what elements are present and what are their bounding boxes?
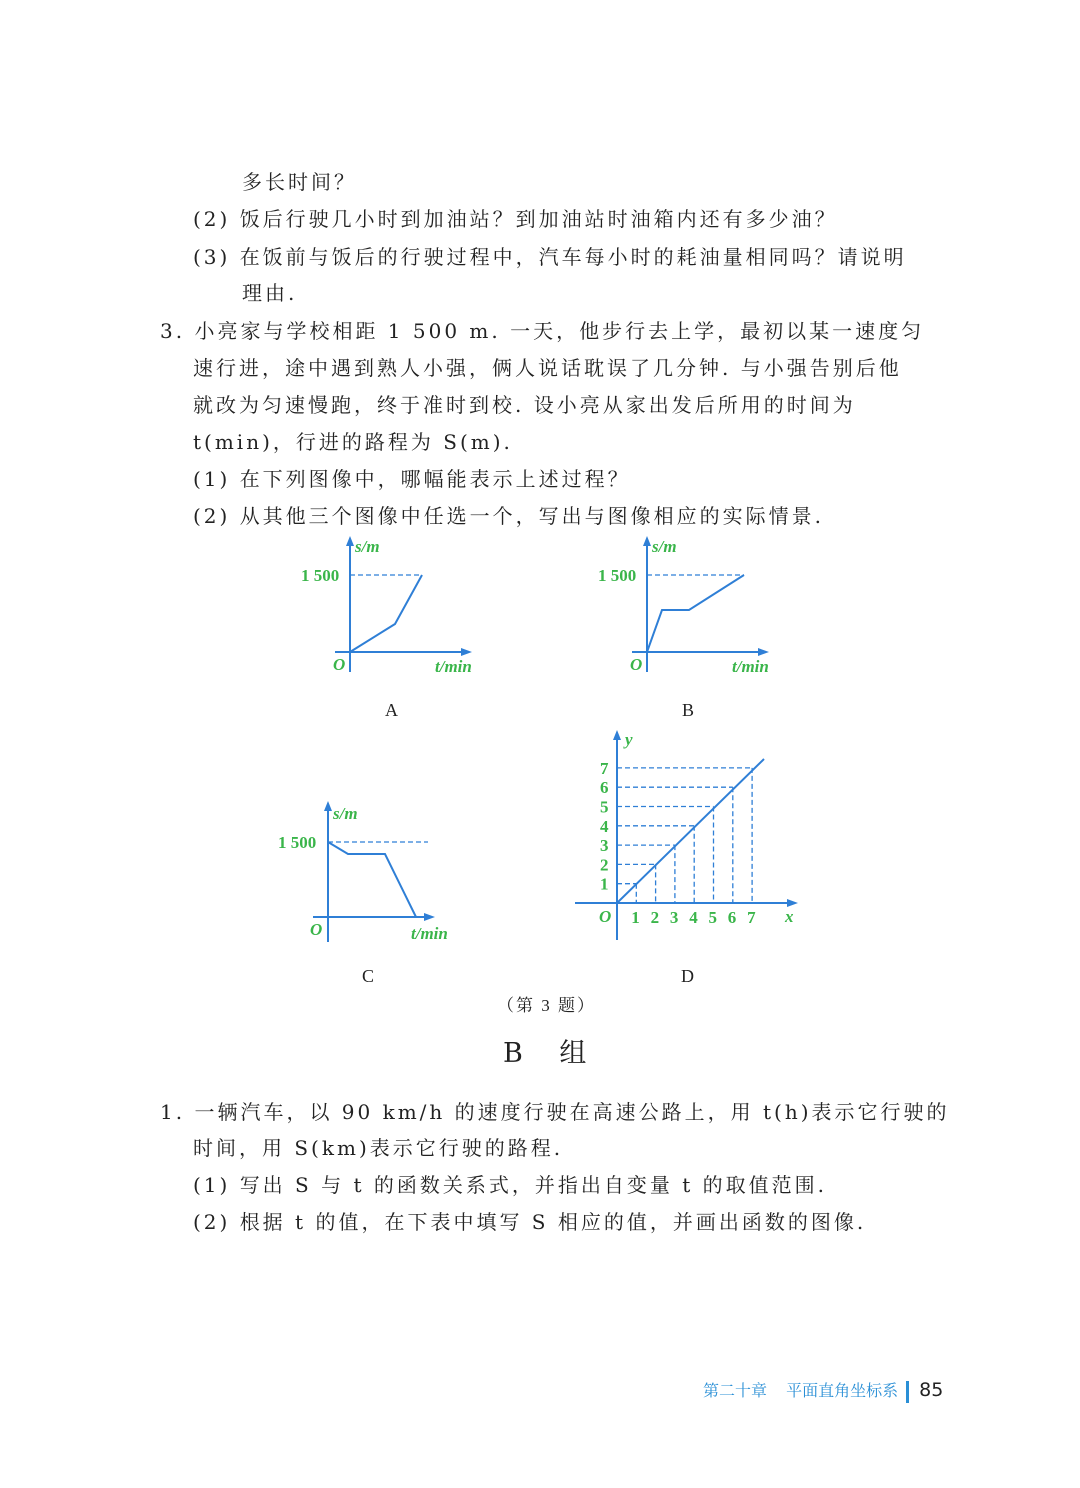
figure-label-c: C xyxy=(362,966,375,986)
x-tick-label: 2 xyxy=(650,908,660,927)
origin-label: O xyxy=(333,655,346,674)
question-3-1: (1) 在下列图像中，哪幅能表示上述过程？ xyxy=(193,467,631,491)
y-tick-label: 4 xyxy=(600,816,609,836)
question-2-3: (3) 在饭前与饭后的行驶过程中，汽车每小时的耗油量相同吗？请说明 xyxy=(193,245,907,269)
x-tick-label: 6 xyxy=(727,908,737,927)
arrow-icon xyxy=(758,648,769,656)
text-line: 理由. xyxy=(242,281,298,305)
s-label: s/m xyxy=(333,804,358,823)
s-label: s/m xyxy=(355,537,380,556)
arrow-icon xyxy=(324,801,332,811)
figure-label-b: B xyxy=(682,700,695,720)
graph-line xyxy=(328,842,416,917)
figure-label-a: A xyxy=(385,700,398,720)
x-tick-label: 5 xyxy=(708,908,717,927)
graph-b xyxy=(592,532,792,677)
problem-b1-text: 1. 一辆汽车，以 90 km/h 的速度行驶在高速公路上，用 t(h)表示它行驶的 xyxy=(160,1100,950,1124)
graph-line xyxy=(617,759,764,903)
graph-line xyxy=(647,575,744,652)
origin-label: O xyxy=(630,655,643,674)
question-2-2: (2) 饭后行驶几小时到加油站？到加油站时油箱内还有多少油？ xyxy=(193,207,838,231)
origin-label: O xyxy=(599,907,612,926)
t-label: t/min xyxy=(732,657,769,676)
origin-label: O xyxy=(310,920,323,939)
problem-b1-text: 时间，用 S(km)表示它行驶的路程. xyxy=(193,1136,564,1160)
question-b1-1: (1) 写出 S 与 t 的函数关系式，并指出自变量 t 的取值范围. xyxy=(193,1173,827,1197)
graph-line xyxy=(350,575,422,652)
problem-3-text: t(min)，行进的路程为 S(m). xyxy=(193,430,513,454)
y-tick-label: 2 xyxy=(600,855,609,875)
s-value: 1 500 xyxy=(598,566,637,585)
text-line: 多长时间？ xyxy=(242,170,357,194)
figure-caption: （第 3 题） xyxy=(497,996,596,1015)
x-label: x xyxy=(785,907,794,926)
page-number: 85 xyxy=(919,1379,944,1401)
s-value: 1 500 xyxy=(301,566,340,585)
x-tick-label: 7 xyxy=(747,908,756,927)
divider xyxy=(906,1381,909,1403)
y-label: y xyxy=(625,730,633,749)
figure-label-d: D xyxy=(681,966,694,986)
y-tick-label: 7 xyxy=(600,758,609,778)
graph-d xyxy=(570,725,810,950)
y-tick-label: 6 xyxy=(600,778,609,798)
graph-a xyxy=(295,532,495,677)
x-tick-label: 1 xyxy=(631,908,640,927)
x-tick-label: 4 xyxy=(689,908,698,927)
y-tick-label: 3 xyxy=(600,836,609,856)
arrow-icon xyxy=(346,536,354,546)
s-value: 1 500 xyxy=(278,833,317,852)
problem-3-text: 速行进，途中遇到熟人小强，俩人说话耽误了几分钟. 与小强告别后他 xyxy=(193,356,902,380)
graph-c xyxy=(273,797,473,947)
problem-3-text: 3. 小亮家与学校相距 1 500 m. 一天，他步行去上学，最初以某一速度匀 xyxy=(160,319,925,343)
question-b1-2: (2) 根据 t 的值，在下表中填写 S 相应的值，并画出函数的图像. xyxy=(193,1210,867,1234)
question-3-2: (2) 从其他三个图像中任选一个，写出与图像相应的实际情景. xyxy=(193,504,825,528)
x-tick-label: 3 xyxy=(669,908,679,927)
t-label: t/min xyxy=(435,657,472,676)
arrow-icon xyxy=(461,648,472,656)
t-label: t/min xyxy=(411,924,448,943)
arrow-icon xyxy=(787,899,798,907)
page-footer xyxy=(703,1378,943,1403)
problem-3-text: 就改为匀速慢跑，终于准时到校. 设小亮从家出发后所用的时间为 xyxy=(193,393,856,417)
chapter-title: 平面直角坐标系 xyxy=(786,1381,899,1400)
arrow-icon xyxy=(643,536,651,546)
section-heading: B 组 xyxy=(503,1038,601,1069)
arrow-icon xyxy=(424,913,435,921)
chapter-label: 第二十章 xyxy=(703,1381,768,1400)
s-label: s/m xyxy=(652,537,677,556)
y-tick-label: 1 xyxy=(600,874,609,894)
y-tick-label: 5 xyxy=(600,797,609,817)
arrow-icon xyxy=(613,730,621,740)
